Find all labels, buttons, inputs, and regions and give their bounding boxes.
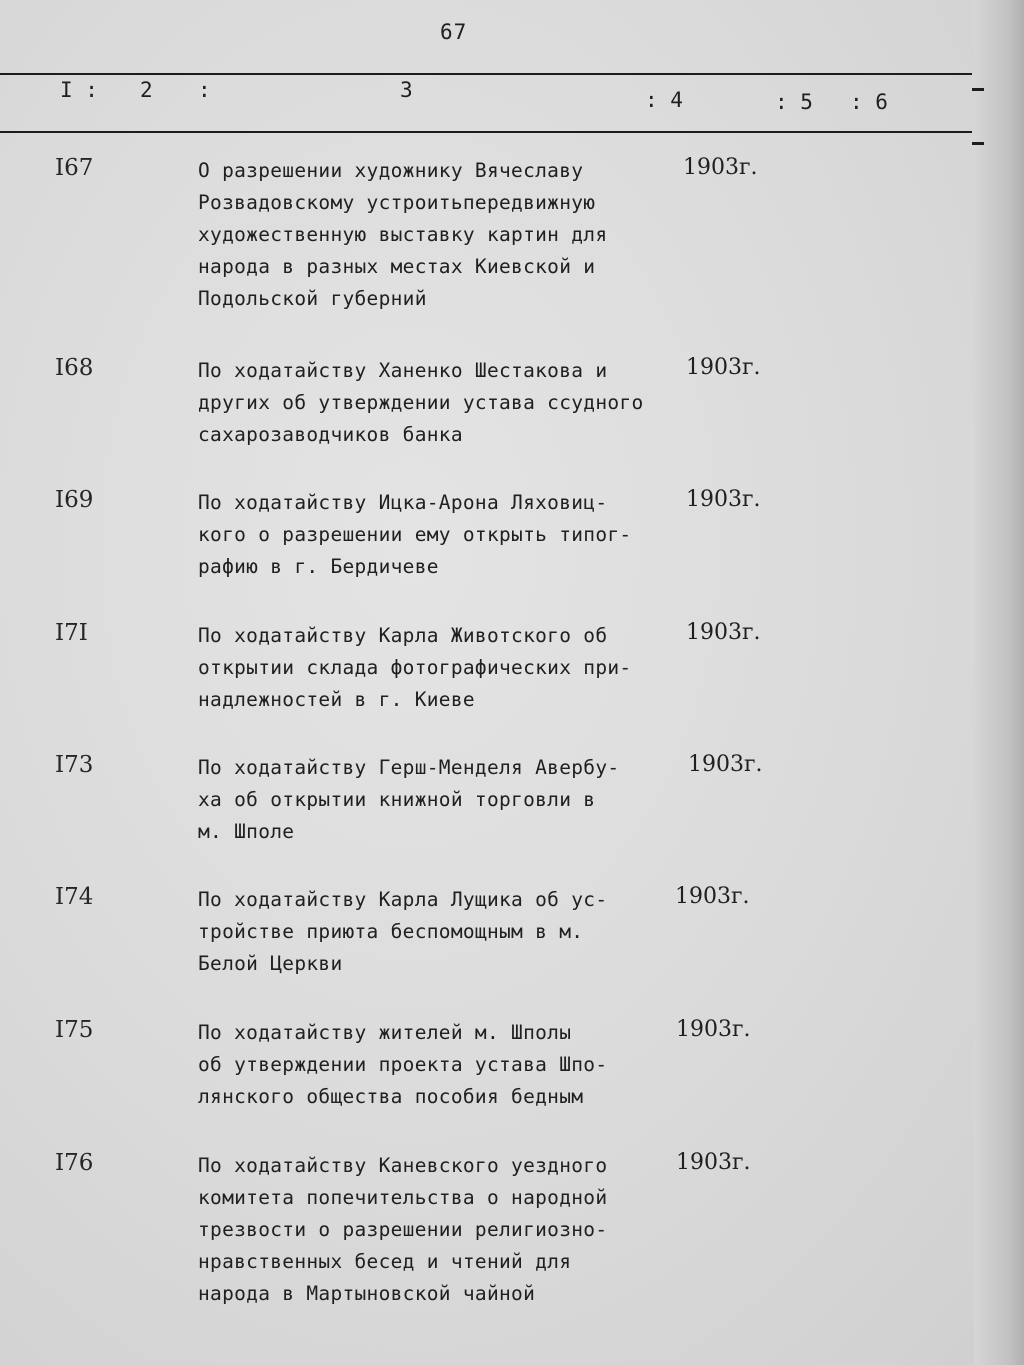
column-header-4: : 4 xyxy=(645,88,683,112)
column-header-5: : 5 xyxy=(775,90,813,114)
header-rule-top xyxy=(0,73,972,75)
record-number: I73 xyxy=(55,752,94,778)
record-title: По ходатайству Каневского уездного комитета попечительства о народной трезвости о разрешении религиозно- нравственных бесед и чтений для народа в Мартыновской чайной xyxy=(198,1154,608,1305)
record-title: По ходатайству Карла Лущика об ус- тройстве приюта беспомощным в м. Белой Церкви xyxy=(198,888,608,975)
column-header-3: 3 xyxy=(400,78,413,102)
record-title: О разрешении художнику Вячеславу Розвадовскому устроитьпередвижную художественную выставку картин для народа в разных местах Киевской и Подольской губерний xyxy=(198,159,608,310)
record-title: По ходатайству Карла Животского об открытии склада фотографических при- надлежностей в г. Киеве xyxy=(198,624,632,711)
column-header-2: 2 xyxy=(140,78,153,102)
record-number: I67 xyxy=(55,155,94,181)
header-tick xyxy=(972,142,984,145)
record-year: 1903г. xyxy=(676,1017,751,1042)
page-edge xyxy=(974,0,1024,1365)
column-header-1: I : xyxy=(60,78,98,102)
record-year: 1903г. xyxy=(683,155,758,180)
column-header-2-separator: : xyxy=(198,78,211,102)
record-number: I68 xyxy=(55,355,94,381)
column-header-row xyxy=(0,78,972,128)
record-number: I76 xyxy=(55,1150,94,1176)
record-number: I7I xyxy=(55,620,88,646)
record-year: 1903г. xyxy=(686,620,761,645)
record-year: 1903г. xyxy=(676,1150,751,1175)
record-year: 1903г. xyxy=(686,355,761,380)
record-number: I75 xyxy=(55,1017,94,1043)
record-number: I74 xyxy=(55,884,94,910)
record-title: По ходатайству жителей м. Шполы об утверждении проекта устава Шпо- лянского общества пособия бедным xyxy=(198,1021,608,1108)
record-number: I69 xyxy=(55,487,94,513)
record-year: 1903г. xyxy=(688,752,763,777)
header-tick xyxy=(972,88,984,91)
record-year: 1903г. xyxy=(686,487,761,512)
record-title: По ходатайству Ицка-Арона Ляховиц- кого о разрешении ему открыть типог- рафию в г. Бердичеве xyxy=(198,491,632,578)
record-title: По ходатайству Герш-Менделя Авербу- ха об открытии книжной торговли в м. Шполе xyxy=(198,756,620,843)
header-rule-bottom xyxy=(0,131,972,133)
record-title: По ходатайству Ханенко Шестакова и других об утверждении устава ссудного сахарозаводчиков банка xyxy=(198,359,644,446)
record-year: 1903г. xyxy=(675,884,750,909)
page-number: 67 xyxy=(440,20,468,44)
column-header-6: : 6 xyxy=(850,90,888,114)
